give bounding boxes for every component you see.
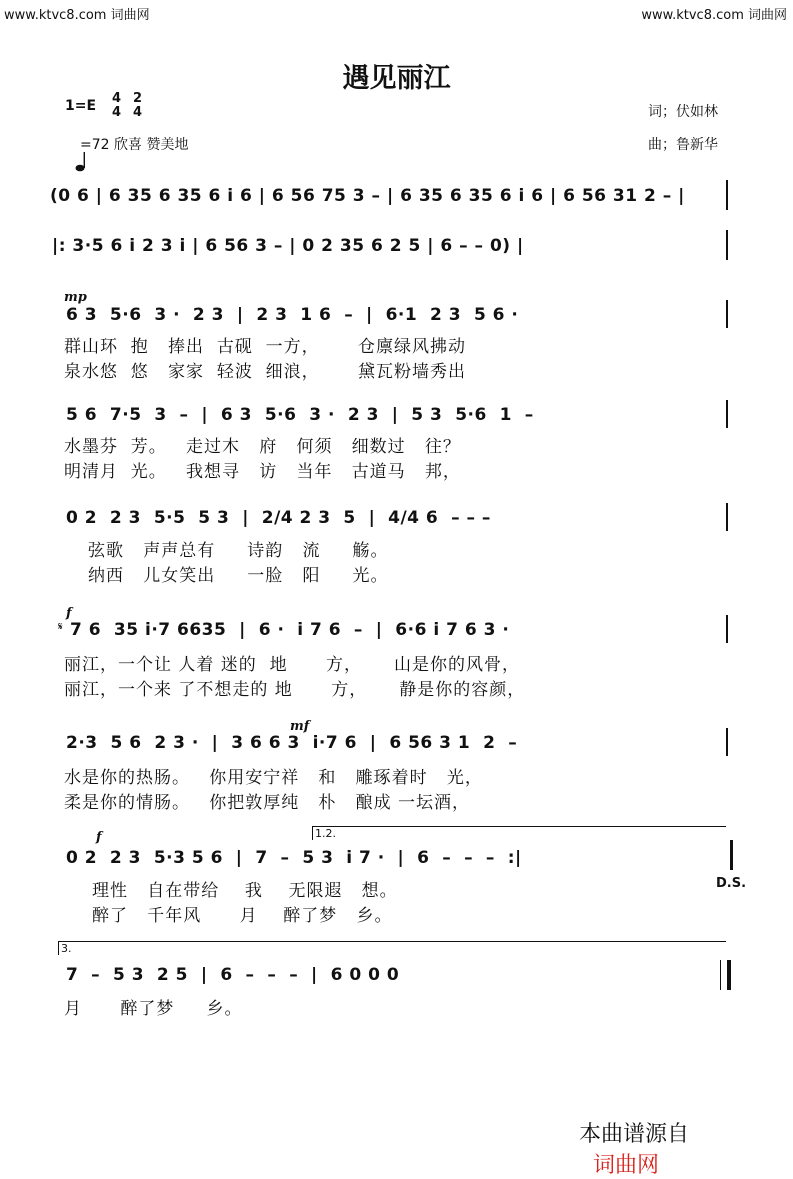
ds-marking: D.S. <box>716 876 747 891</box>
key-signature: 1=E <box>65 98 97 114</box>
notation-line: 0 2 2 3 5·5 5 3 | 2/4 2 3 5 | 4/4 6 – – – <box>66 508 491 528</box>
watermark-left: www.ktvc8.com 词曲网 <box>4 8 150 23</box>
volta-bracket <box>58 941 59 955</box>
notation-line: 0 2 2 3 5·3 5 6 | 7 – 5 3 i 7 · | 6 – – – :| <box>66 848 522 868</box>
lyric-verse-2: 纳西 儿女笑出 一脸 阳 光。 <box>88 566 389 586</box>
time-signature-4-4: 4 4 <box>112 91 122 120</box>
barline <box>726 180 728 210</box>
intro-line-2: |: 3·5 6 i 2 3 i | 6 56 3 – | 0 2 35 6 2 5 | 6 – – 0) | <box>52 236 524 256</box>
lyric-verse-2: 柔是你的情肠。 你把敦厚纯 朴 酿成 一坛酒， <box>64 793 471 813</box>
barline-final <box>727 960 731 990</box>
notation-line: 7 6 35 i·7 6635 | 6 · i 7 6 – | 6·6 i 7 6 3 · <box>70 620 510 640</box>
footer-source <box>565 1092 689 1179</box>
lyric-verse-1: 群山环 抱 捧出 古砚 一方， 仓廪绿风拂动 <box>64 337 467 357</box>
lyric-verse-1: 丽江，一个让 人着 迷的 地 方， 山是你的风骨， <box>64 655 521 675</box>
dynamic-marking: f <box>66 606 72 621</box>
barline <box>726 615 728 643</box>
lyric-verse-2: 明清月 光。 我想寻 访 当年 古道马 邦， <box>64 462 461 482</box>
barline <box>726 400 728 428</box>
intro-line-1: (0 6 | 6 35 6 35 6 i 6 | 6 56 75 3 – | 6 35 6 35 6 i 6 | 6 56 31 2 – | <box>50 186 685 206</box>
tempo-marking: =72 欣喜 赞美地 <box>80 137 189 153</box>
dynamic-marking: f <box>96 830 102 845</box>
barline <box>726 300 728 328</box>
lyric-verse-2: 泉水悠 悠 家家 轻波 细浪， 黛瓦粉墙秀出 <box>64 362 467 382</box>
dynamic-marking: mf <box>290 719 310 734</box>
lyric-verse-1: 水是你的热肠。 你用安宁祥 和 雕琢着时 光， <box>64 768 483 788</box>
segno-icon: 𝄋 <box>58 620 63 633</box>
footer-brand: 词曲网 <box>593 1153 660 1178</box>
dynamic-marking: mp <box>64 290 87 305</box>
lyric-verse-2: 丽江，一个来 了不想走的 地 方， 静是你的容颜， <box>64 680 526 700</box>
lyricist: 词；伏如林 <box>648 104 718 120</box>
barline <box>720 960 721 990</box>
barline-final <box>730 840 733 870</box>
volta-label: 1.2. <box>315 827 336 840</box>
volta-bracket <box>312 826 726 827</box>
notation-line: 5 6 7·5 3 – | 6 3 5·6 3 · 2 3 | 5 3 5·6 1 – <box>66 405 534 425</box>
barline <box>726 503 728 531</box>
composer: 曲；鲁新华 <box>648 137 718 153</box>
notation-line: 2·3 5 6 2 3 · | 3 6 6 3 i·7 6 | 6 56 3 1 2 – <box>66 733 518 753</box>
lyric-verse-1: 水墨芬 芳。 走过木 府 何须 细数过 往？ <box>64 437 461 457</box>
volta-label: 3. <box>61 942 72 955</box>
song-title: 遇见丽江 <box>342 63 451 94</box>
lyric-verse-1: 月 醉了梦 乡。 <box>64 999 243 1019</box>
lyric-verse-1: 弦歌 声声总有 诗韵 流 觞。 <box>88 541 389 561</box>
notation-line: 6 3 5·6 3 · 2 3 | 2 3 1 6 – | 6·1 2 3 5 6 · <box>66 305 519 325</box>
lyric-verse-1: 理性 自在带给 我 无限遐 想。 <box>92 881 398 901</box>
watermark-right: www.ktvc8.com 词曲网 <box>641 8 787 23</box>
time-signature-2-4: 2 4 <box>133 91 143 120</box>
volta-bracket <box>312 826 313 840</box>
lyric-verse-2: 醉了 千年风 月 醉了梦 乡。 <box>92 906 393 926</box>
volta-bracket <box>58 941 726 942</box>
notation-line: 7 – 5 3 2 5 | 6 – – – | 6 0 0 0 <box>66 965 400 985</box>
footer-prefix: 本曲谱源自 <box>579 1122 690 1147</box>
barline <box>726 230 728 260</box>
barline <box>726 728 728 756</box>
